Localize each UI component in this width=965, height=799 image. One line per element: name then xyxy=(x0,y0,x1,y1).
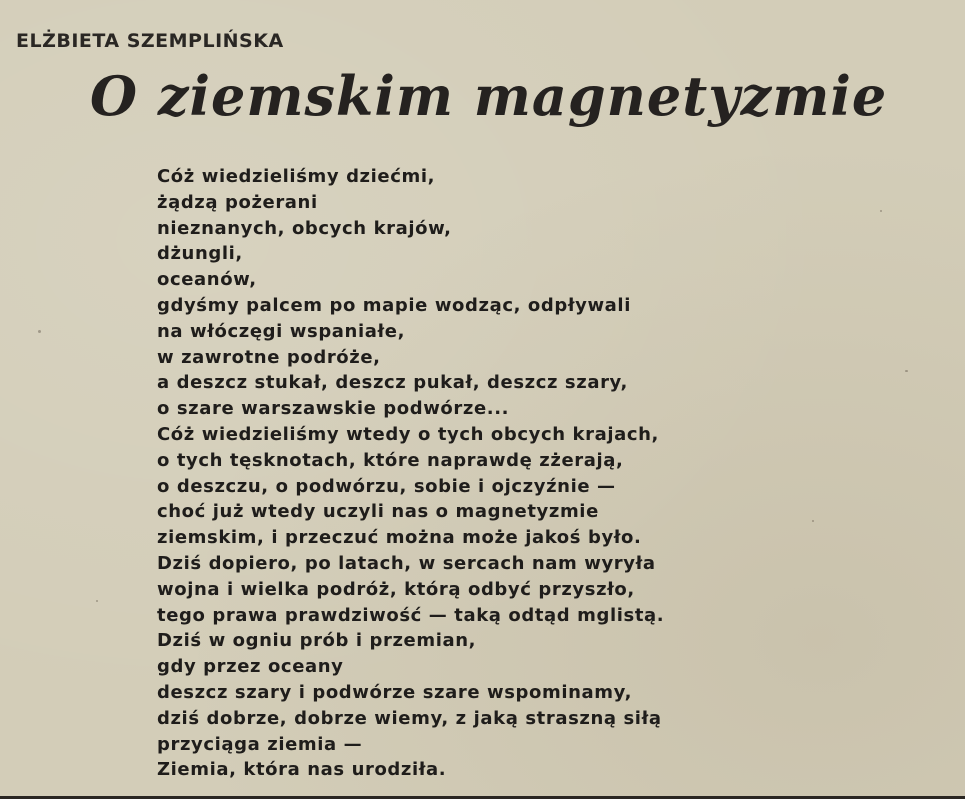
poem-line: a deszcz stukał, deszcz pukał, deszcz szary, xyxy=(157,372,628,394)
poem-line: na włóczęgi wspaniałe, xyxy=(157,320,406,342)
poem-line: ziemskim, i przeczuć można może jakoś było. xyxy=(157,527,642,549)
poem-line: o deszczu, o podwórzu, sobie i ojczyźnie — xyxy=(157,475,616,497)
paper-speck xyxy=(38,330,41,333)
paper-speck xyxy=(96,600,98,602)
author-name: ELŻBIETA SZEMPLIŃSKA xyxy=(16,30,284,52)
poem-line: gdyśmy palcem po mapie wodząc, odpływali xyxy=(157,294,631,316)
poem-line: o szare warszawskie podwórze... xyxy=(157,398,510,420)
poem-line: gdy przez oceany xyxy=(157,656,344,678)
poem-line: deszcz szary i podwórze szare wspominamy, xyxy=(157,681,633,703)
poem-body xyxy=(157,164,664,783)
poem-line: przyciąga ziemia — xyxy=(157,733,363,755)
poem-line: nieznanych, obcych krajów, xyxy=(157,217,452,239)
poem-line: dziś dobrze, dobrze wiemy, z jaką straszną siłą xyxy=(157,707,662,729)
poem-line: Dziś w ogniu prób i przemian, xyxy=(157,630,477,652)
poem-line: choć już wtedy uczyli nas o magnetyzmie xyxy=(157,501,599,523)
paper-speck xyxy=(520,100,522,102)
poem-line: oceanów, xyxy=(157,269,257,291)
poem-line: tego prawa prawdziwość — taką odtąd mglistą. xyxy=(157,604,665,626)
poem-title: O ziemskim magnetyzmie xyxy=(90,64,888,128)
poem-line: Cóż wiedzieliśmy wtedy o tych obcych krajach, xyxy=(157,423,659,445)
poem-line: dżungli, xyxy=(157,243,243,265)
paper-speck xyxy=(812,520,814,522)
poem-line: o tych tęsknotach, które naprawdę zżerają, xyxy=(157,449,624,471)
poem-line: Cóż wiedzieliśmy dziećmi, xyxy=(157,166,436,187)
paper-speck xyxy=(905,370,908,372)
poem-line: Ziemia, która nas urodziła. xyxy=(157,759,447,781)
poem-line: wojna i wielka podróż, którą odbyć przyszło, xyxy=(157,578,635,600)
poem-line: Dziś dopiero, po latach, w sercach nam wyryła xyxy=(157,552,656,574)
poem-line: w zawrotne podróże, xyxy=(157,346,381,368)
poem-line: żądzą pożerani xyxy=(157,191,318,213)
paper-speck xyxy=(880,210,882,212)
